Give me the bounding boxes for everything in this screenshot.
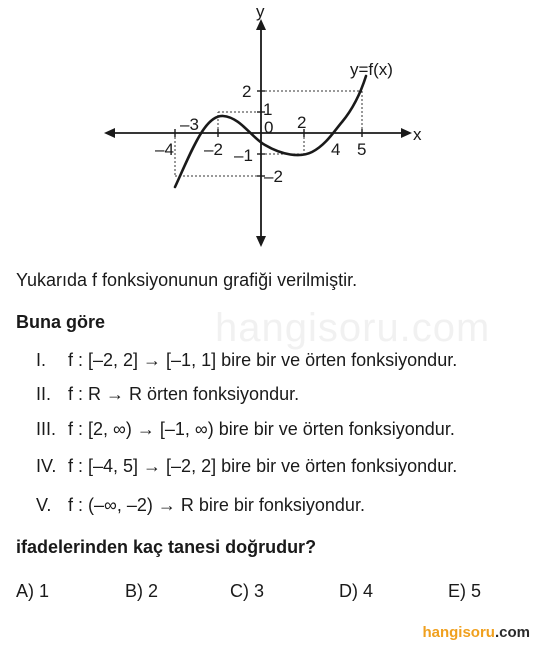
x-tick-label: 5 (357, 140, 367, 159)
choice-e[interactable]: E) 5 (448, 581, 482, 601)
choice-b[interactable]: B) 2 (125, 581, 159, 601)
choice-d[interactable]: D) 4 (339, 581, 374, 601)
statement-1 (36, 350, 457, 371)
question-intro: Yukarıda f fonksiyonunun grafiği verilmiştir. (16, 270, 358, 290)
statement-number: I. (36, 350, 47, 370)
statement-text: f : [–2, 2] → [–1, 1] bire bir ve örten fonksiyondur. (68, 350, 458, 370)
statement-3 (36, 419, 455, 440)
x-tick-label: –3 (180, 115, 199, 134)
x-tick-label: –4 (155, 140, 174, 159)
question-prompt: ifadelerinden kaç tanesi doğrudur? (16, 537, 317, 557)
statement-4 (36, 456, 457, 477)
y-tick-label: 2 (242, 82, 252, 101)
x-tick-label: 0 (264, 118, 274, 137)
x-tick-label: 2 (297, 113, 307, 132)
statement-text: f : [2, ∞) → [–1, ∞) bire bir ve örten fonksiyondur. (68, 419, 455, 439)
statement-text: f : R → R örten fonksiyondur. (68, 384, 300, 404)
brand-logo (422, 624, 530, 641)
brand-domain: .com (494, 624, 530, 641)
statement-number: III. (36, 419, 57, 439)
x-tick-label: –2 (204, 140, 223, 159)
brand-name: hangisoru (422, 624, 495, 641)
x-axis-arrow (401, 128, 412, 138)
y-axis-label: y (256, 2, 265, 21)
choice-c[interactable]: C) 3 (230, 581, 265, 601)
function-graph (0, 0, 544, 260)
statement-text: f : [–4, 5] → [–2, 2] bire bir ve örten fonksiyondur. (68, 456, 458, 476)
x-tick-label: 4 (331, 140, 341, 159)
watermark: hangisoru.com (215, 306, 491, 350)
question-lead: Buna göre (16, 312, 106, 332)
x-axis-arrow-left (104, 128, 115, 138)
statement-text: f : (–∞, –2) → R bire bir fonksiyondur. (68, 495, 365, 515)
choice-a[interactable]: A) 1 (16, 581, 50, 601)
statement-5 (36, 495, 365, 516)
y-axis-arrow-down (256, 236, 266, 247)
y-tick-label: 1 (263, 100, 273, 119)
statement-number: V. (36, 495, 52, 515)
statement-number: II. (36, 384, 52, 404)
statement-2 (36, 384, 299, 405)
function-label: y=f(x) (350, 60, 393, 79)
y-tick-label: –2 (264, 167, 283, 186)
y-tick-label: –1 (234, 146, 253, 165)
x-axis-label: x (413, 125, 422, 144)
statement-number: IV. (36, 456, 57, 476)
